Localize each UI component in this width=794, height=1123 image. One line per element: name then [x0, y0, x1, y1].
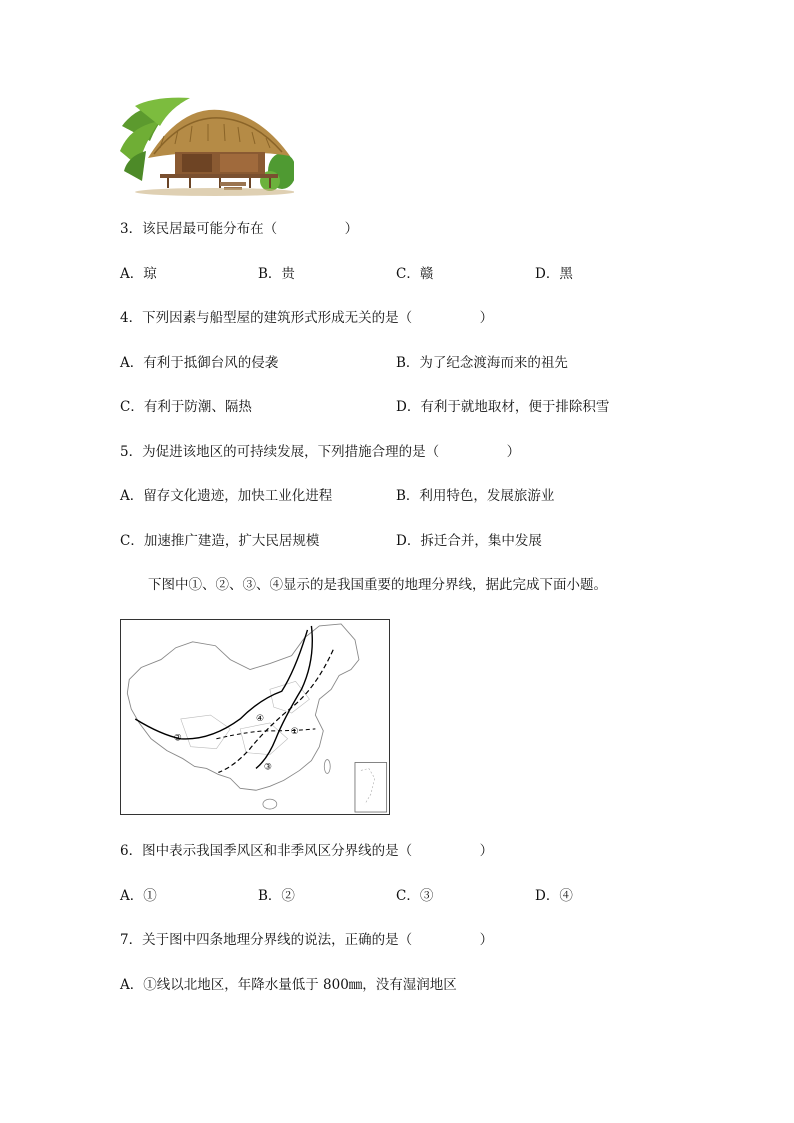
q6-option-a[interactable]: A．①: [120, 888, 157, 904]
question-7-stem: 7．关于图中四条地理分界线的说法，正确的是（ ）: [120, 932, 494, 948]
question-4-stem: 4．下列因素与船型屋的建筑形式形成无关的是（ ）: [120, 310, 494, 326]
map-marker-1: ①: [290, 726, 299, 737]
map-marker-4: ④: [255, 713, 264, 724]
q4-option-a[interactable]: A．有利于抵御台风的侵袭: [120, 355, 279, 371]
question-5-stem: 5．为促进该地区的可持续发展，下列措施合理的是（ ）: [120, 444, 521, 460]
q7-option-a[interactable]: A．①线以北地区，年降水量低于 800㎜，没有湿润地区: [120, 977, 457, 993]
question-3-stem: 3．该民居最可能分布在（ ）: [120, 221, 359, 237]
q3-option-a[interactable]: A．琼: [120, 266, 157, 282]
q5-option-a[interactable]: A．留存文化遗迹，加快工业化进程: [120, 488, 333, 504]
q6-option-d[interactable]: D．④: [535, 888, 573, 904]
map-intro: 下图中①、②、③、④显示的是我国重要的地理分界线，据此完成下面小题。: [148, 577, 607, 593]
q6-option-c[interactable]: C．③: [396, 888, 434, 904]
boat-house-illustration: [120, 96, 294, 196]
q3-option-d[interactable]: D．黑: [535, 266, 573, 282]
q5-option-d[interactable]: D．拆迁合并，集中发展: [396, 533, 542, 549]
map-marker-3: ③: [263, 762, 272, 773]
q4-option-c[interactable]: C．有利于防潮、隔热: [120, 399, 252, 415]
q4-option-b[interactable]: B．为了纪念渡海而来的祖先: [396, 355, 568, 371]
q4-option-d[interactable]: D．有利于就地取材，便于排除积雪: [396, 399, 610, 415]
q3-option-b[interactable]: B．贵: [258, 266, 295, 282]
china-boundary-map: [120, 619, 390, 815]
boundary-line-3: [256, 626, 312, 769]
q6-option-b[interactable]: B．②: [258, 888, 295, 904]
map-marker-2: ②: [173, 733, 182, 744]
question-6-stem: 6．图中表示我国季风区和非季风区分界线的是（ ）: [120, 843, 494, 859]
q5-option-b[interactable]: B．利用特色，发展旅游业: [396, 488, 555, 504]
q3-option-c[interactable]: C．赣: [396, 266, 434, 282]
q5-option-c[interactable]: C．加速推广建造，扩大民居规模: [120, 533, 320, 549]
